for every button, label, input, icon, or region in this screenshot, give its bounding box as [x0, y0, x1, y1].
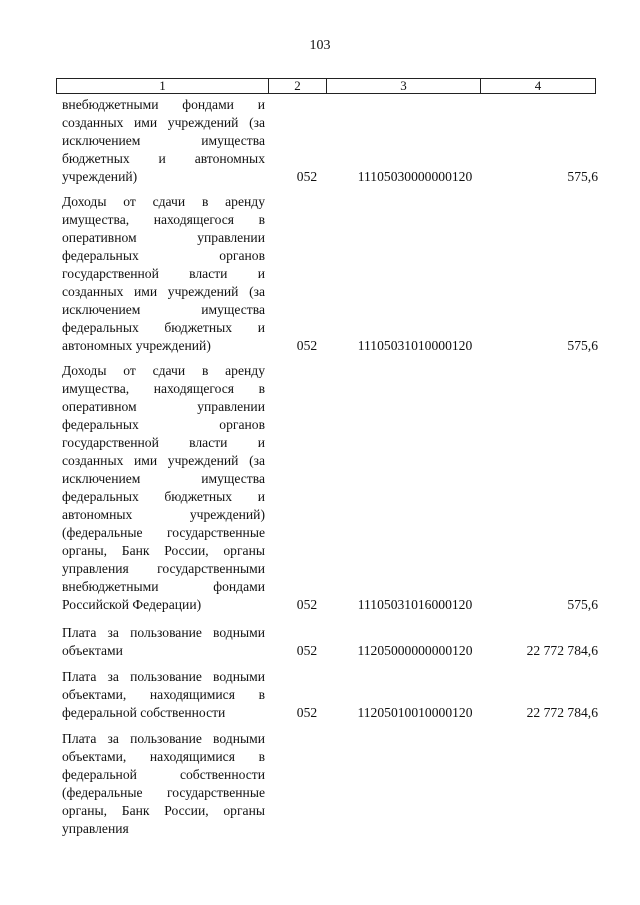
row-amount: 575,6 [567, 169, 598, 184]
row-code: 052 [296, 705, 318, 720]
table-row [62, 730, 598, 840]
row-kbk: 11105031016000120 [357, 597, 473, 612]
row-code: 052 [296, 169, 318, 184]
row-kbk: 11105031010000120 [357, 338, 473, 353]
row-amount: 22 772 784,6 [526, 643, 598, 658]
row-code: 052 [296, 338, 318, 353]
table-row [62, 624, 598, 660]
row-kbk: 11205000000000120 [357, 643, 473, 658]
row-amount: 575,6 [567, 338, 598, 353]
row-kbk: 11105030000000120 [357, 169, 473, 184]
header-col-2: 2 [269, 79, 327, 93]
row-code: 052 [296, 597, 318, 612]
table-row [62, 96, 598, 186]
table-row [62, 668, 598, 722]
row-description: внебюджетными фондами и созданных ими учреждений (за исключением имущества бюджетных и автономных учреждений) [62, 97, 265, 184]
row-code: 052 [296, 643, 318, 658]
row-description: Плата за пользование водными объектами, находящимися в федеральной собственности [62, 669, 265, 720]
row-description: Плата за пользование водными объектами, находящимися в федеральной собственности (федеральные государственные органы, Банк России, органы управления [62, 731, 265, 836]
row-description: Доходы от сдачи в аренду имущества, находящегося в оперативном управлении федеральных органов государственной власти и созданных ими учреждений (за исключением имущества федеральных бюджетных и автономных учреждений) (федеральные государственные органы, Банк России, органы управления государственными внебюджетными фондами Российской Федерации) [62, 363, 265, 612]
table-row [62, 193, 598, 355]
page-number: 103 [309, 38, 331, 53]
row-amount: 22 772 784,6 [526, 705, 598, 720]
header-col-1: 1 [57, 79, 269, 93]
row-kbk: 11205010010000120 [357, 705, 473, 720]
row-description: Доходы от сдачи в аренду имущества, находящегося в оперативном управлении федеральных органов государственной власти и созданных ими учреждений (за исключением имущества федеральных бюджетных и автономных учреждений) [62, 194, 265, 353]
table-header [56, 78, 596, 94]
table-row [62, 362, 598, 614]
row-amount: 575,6 [567, 597, 598, 612]
row-description: Плата за пользование водными объектами [62, 625, 265, 658]
header-col-3: 3 [327, 79, 481, 93]
header-col-4: 4 [534, 78, 542, 93]
